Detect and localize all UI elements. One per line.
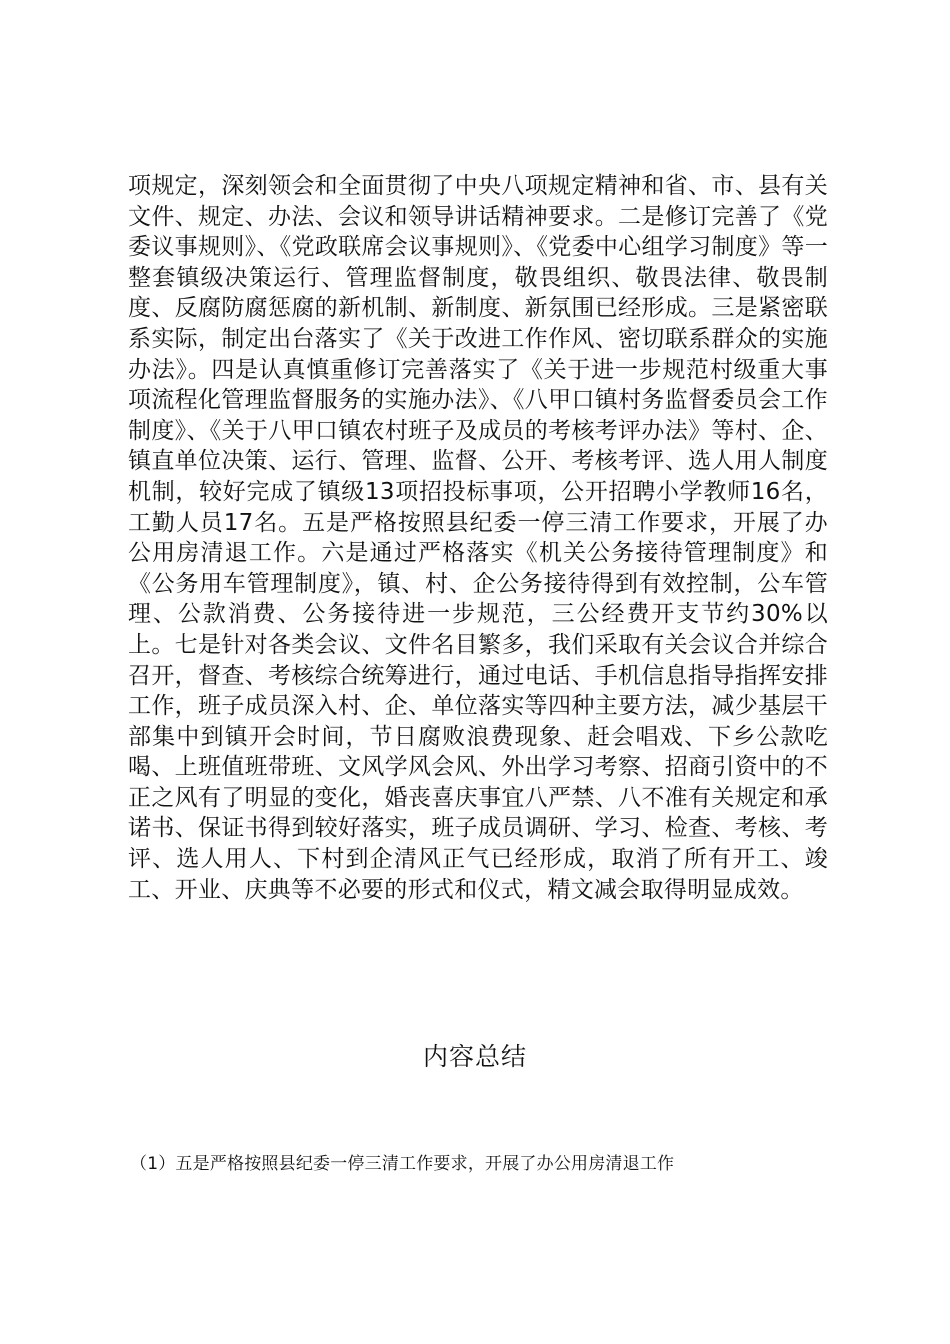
summary-title: 内容总结 bbox=[422, 1042, 527, 1071]
summary-item: （1）五是严格按照县纪委一停三清工作要求，开展了办公用房清退工作 bbox=[130, 1154, 675, 1174]
body-paragraph: 项规定，深刻领会和全面贯彻了中央八项规定精神和省、市、县有关文件、规定、办法、会议和领导讲话精神要求。二是修订完善了《党委议事规则》、《党政联席会议事规则》、《党委中心组学习制度》等一整套镇级决策运行、管理监督制度，敬畏组织、敬畏法律、敬畏制度、反腐防腐惩腐的新机制、新制度、新氛围已经形成。三是紧密联系实际，制定出台落实了《关于改进工作作风、密切联系群众的实施办法》。四是认真慎重修订完善落实了《关于进一步规范村级重大事项流程化管理监督服务的实施办法》、《八甲口镇村务监督委员会工作制度》、《关于八甲口镇农村班子及成员的考核考评办法》等村、企、镇直单位决策、运行、管理、监督、公开、考核考评、选人用人制度机制，较好完成了镇级13项招投标事项，公开招聘小学教师16名，工勤人员17名。五是严格按照县纪委一停三清工作要求，开展了办公用房清退工作。六是通过严格落实《机关公务接待管理制度》和《公务用车管理制度》，镇、村、企公务接待得到有效控制，公车管理、公款消费、公务接待进一步规范，三公经费开支节约30%以上。七是针对各类会议、文件名目繁多，我们采取有关会议合并综合召开，督查、考核综合统筹进行，通过电话、手机信息指导指挥安排工作，班子成员深入村、企、单位落实等四种主要方法，减少基层干部集中到镇开会时间，节日腐败浪费现象、赶会唱戏、下乡公款吃喝、上班值班带班、文风学风会风、外出学习考察、招商引资中的不正之风有了明显的变化，婚丧喜庆事宜八严禁、八不准有关规定和承诺书、保证书得到较好落实，班子成员调研、学习、检查、考核、考评、选人用人、下村到企清风正气已经形成，取消了所有开工、竣工、开业、庆典等不必要的形式和仪式，精文减会取得明显成效。 bbox=[128, 173, 828, 903]
